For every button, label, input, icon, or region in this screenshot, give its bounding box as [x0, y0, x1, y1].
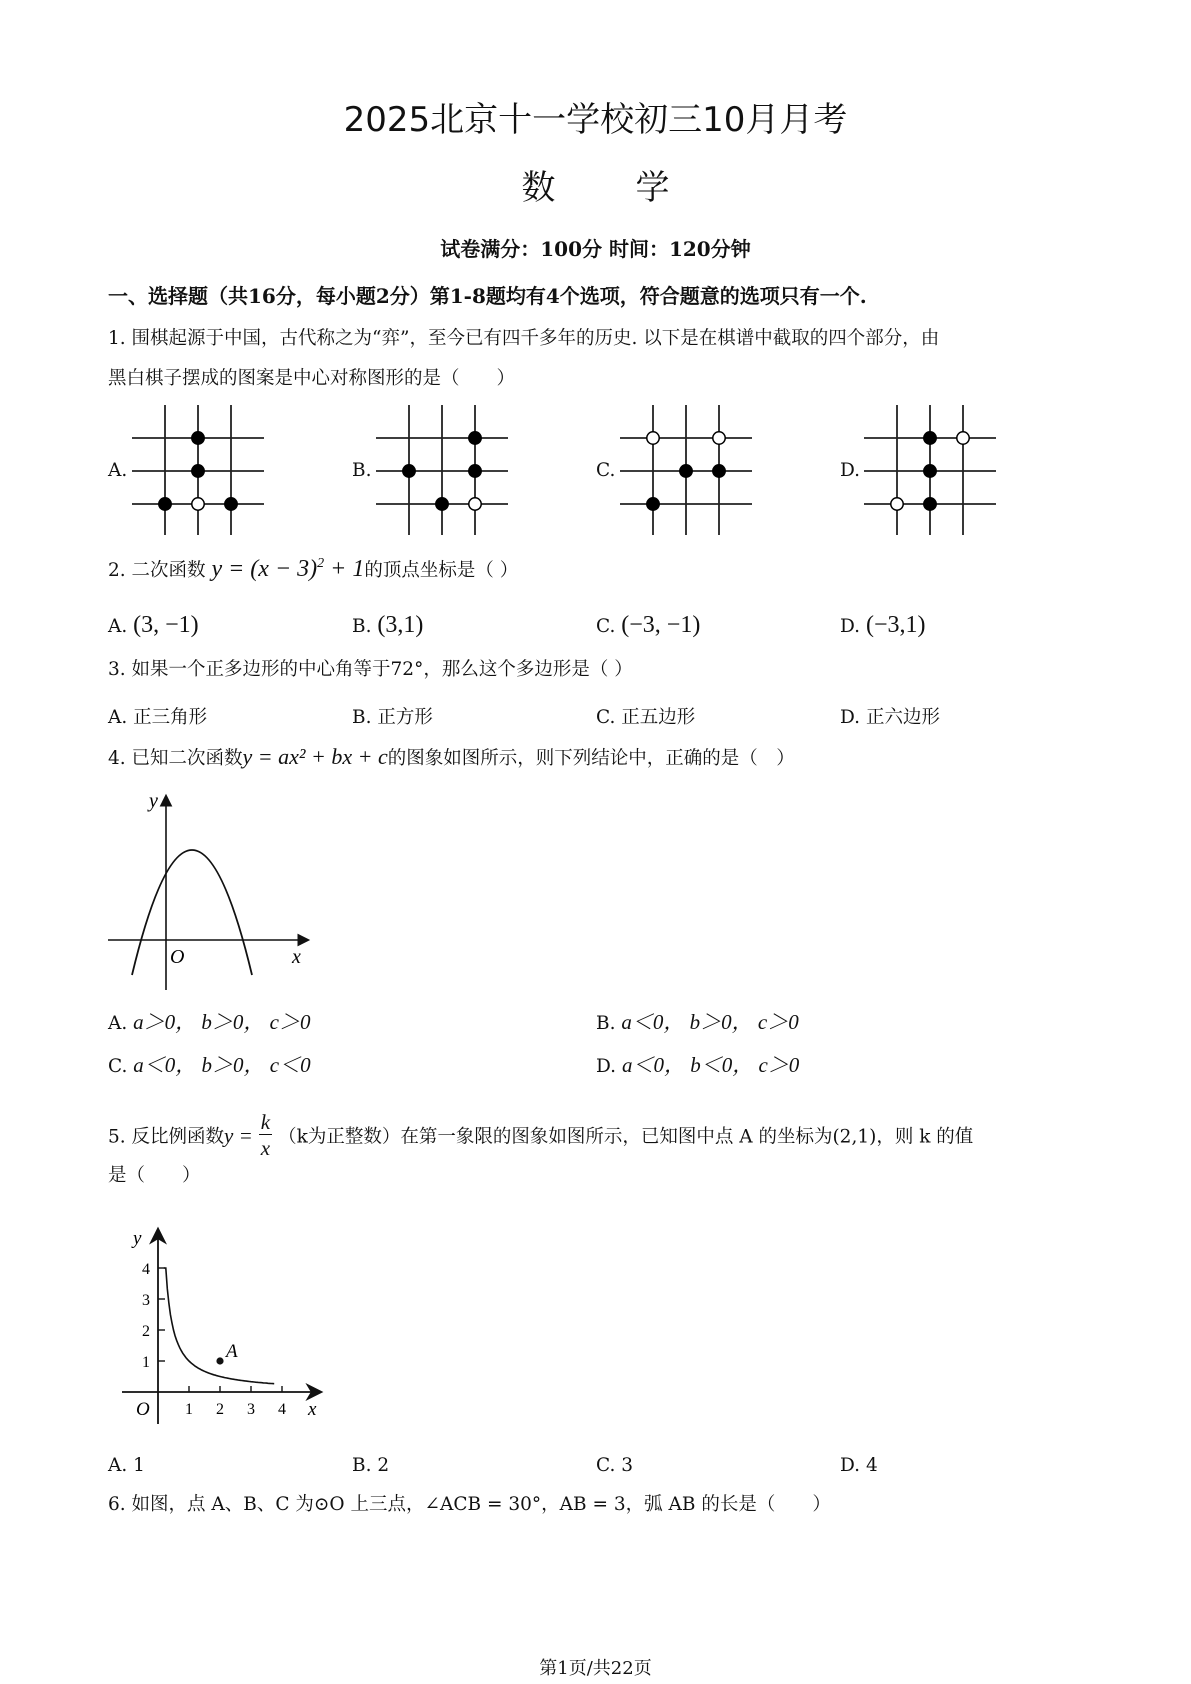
exam-title: 2025北京十一学校初三10月月考	[343, 100, 848, 140]
black-stone	[192, 465, 204, 477]
option-value: (3,1)	[377, 612, 424, 638]
option-label: B.	[352, 460, 372, 481]
q6-text: 6. 如图，点 A、B、C 为⊙O 上三点，∠ACB = 30°，AB = 3，弧 AB 的长是（ ）	[108, 1494, 831, 1515]
q5-prefix: 5. 反比例函数	[108, 1126, 225, 1148]
option-value: a＜0， b＞0， c＞0	[621, 1010, 799, 1034]
y-tick-label: 4	[142, 1261, 150, 1278]
y-tick-label: 3	[142, 1292, 150, 1309]
q1-text-line1: 1. 围棋起源于中国，古代称之为“弈”，至今已有四千多年的历史. 以下是在棋谱中截取的四个部分，由	[108, 328, 940, 349]
q4-option-d[interactable]	[596, 1049, 799, 1079]
q5-option-b[interactable]	[352, 1455, 389, 1476]
y-tick-label: 1	[142, 1354, 150, 1371]
q2-suffix: 的顶点坐标是（ ）	[364, 560, 519, 581]
q4-option-a[interactable]	[108, 1006, 310, 1036]
option-label: D.	[596, 1056, 617, 1077]
q5-option-d[interactable]	[840, 1455, 878, 1476]
option-label: A.	[108, 1013, 128, 1034]
option-label: A.	[108, 616, 128, 637]
x-axis-label: x	[308, 1399, 317, 1420]
option-label: D.	[840, 707, 861, 728]
q5-option-a[interactable]	[108, 1455, 145, 1476]
fraction-numerator: k	[260, 1110, 271, 1134]
x-tick-label: 4	[278, 1401, 286, 1418]
fraction-denominator: x	[260, 1136, 271, 1160]
q5-option-c[interactable]	[596, 1455, 633, 1476]
q3-option-c[interactable]	[596, 703, 695, 729]
q4-option-c[interactable]	[108, 1049, 311, 1079]
point-a	[216, 1357, 223, 1364]
q4-text	[108, 746, 795, 769]
black-stone	[713, 465, 725, 477]
option-value: 3	[621, 1455, 634, 1476]
y-axis-label: y	[133, 1228, 142, 1249]
black-stone	[403, 465, 415, 477]
q5-text-line2: 是（ ）	[108, 1165, 201, 1186]
black-stone	[924, 432, 936, 444]
option-label: D.	[840, 460, 861, 481]
white-stone	[469, 498, 481, 510]
option-label: C.	[596, 1455, 616, 1476]
q2-formula-body: (x − 3)	[250, 556, 318, 582]
q5-text	[108, 1112, 973, 1163]
option-label: B.	[596, 1013, 616, 1034]
q3-option-d[interactable]	[840, 703, 940, 729]
hyperbola-curve	[164, 1268, 274, 1384]
q2-formula	[211, 556, 364, 582]
q5-fraction	[259, 1110, 272, 1161]
white-stone	[891, 498, 903, 510]
option-label: A.	[108, 460, 128, 481]
option-label: B.	[352, 616, 372, 637]
black-stone	[924, 465, 936, 477]
option-value: 正六边形	[865, 707, 940, 728]
q2-option-b[interactable]	[352, 612, 423, 639]
go-board	[620, 405, 760, 535]
section-heading: 一、选择题（共16分，每小题2分）第1-8题均有4个选项，符合题意的选项只有一个.	[108, 284, 867, 308]
go-board	[376, 405, 516, 535]
option-value: a＜0， b＞0， c＜0	[133, 1053, 311, 1077]
q4-parabola-figure	[100, 785, 320, 995]
q2-formula-tail: + 1	[324, 556, 365, 582]
black-stone	[436, 498, 448, 510]
q4-formula: y = ax² + bx + c	[242, 744, 388, 769]
q5-formula-lhs: y =	[224, 1123, 253, 1148]
option-label: A.	[108, 1455, 128, 1476]
x-tick-label: 2	[216, 1401, 224, 1418]
option-label: C.	[596, 460, 616, 481]
black-stone	[680, 465, 692, 477]
q2-formula-lhs: y =	[211, 556, 251, 582]
q4-prefix: 4. 已知二次函数	[108, 748, 243, 769]
x-axis-label: x	[292, 946, 301, 968]
point-a-label: A	[226, 1341, 238, 1362]
q2-option-c[interactable]	[596, 612, 700, 639]
black-stone	[647, 498, 659, 510]
option-value: (3, −1)	[133, 612, 199, 638]
q5-hyperbola-figure	[108, 1222, 333, 1427]
option-label: D.	[840, 616, 861, 637]
option-label: B.	[352, 1455, 372, 1476]
q3-text: 3. 如果一个正多边形的中心角等于72°，那么这个多边形是（ ）	[108, 659, 633, 680]
y-axis-label: y	[149, 790, 158, 812]
page-number: 第1页/共22页	[539, 1658, 652, 1679]
option-label: A.	[108, 707, 128, 728]
white-stone	[192, 498, 204, 510]
option-value: a＜0， b＜0， c＞0	[621, 1053, 800, 1077]
option-value: a＞0， b＞0， c＞0	[133, 1010, 311, 1034]
subject-char: 学	[635, 168, 670, 208]
q2-option-d[interactable]	[840, 612, 925, 639]
option-label: D.	[840, 1455, 861, 1476]
white-stone	[713, 432, 725, 444]
x-tick-label: 3	[247, 1401, 255, 1418]
go-board	[132, 405, 272, 535]
option-value: (−3,1)	[865, 612, 926, 638]
black-stone	[924, 498, 936, 510]
option-value: 正方形	[377, 707, 433, 728]
subject-char: 数	[521, 168, 556, 208]
black-stone	[469, 465, 481, 477]
q5-suffix: （k为正整数）在第一象限的图象如图所示，已知图中点 A 的坐标为(2,1)，则 k 的值	[278, 1126, 974, 1148]
option-value: (−3, −1)	[621, 612, 701, 638]
option-value: 正三角形	[133, 707, 208, 728]
black-stone	[192, 432, 204, 444]
q3-option-a[interactable]	[108, 703, 207, 729]
black-stone	[225, 498, 237, 510]
option-value: 4	[865, 1455, 878, 1476]
black-stone	[159, 498, 171, 510]
option-label: C.	[596, 707, 616, 728]
white-stone	[647, 432, 659, 444]
q2-option-a[interactable]	[108, 612, 199, 639]
exam-meta: 试卷满分：100分 时间：120分钟	[440, 237, 751, 261]
option-value: 1	[133, 1455, 145, 1476]
subject-title	[0, 160, 1191, 209]
white-stone	[957, 432, 969, 444]
option-label: C.	[596, 616, 616, 637]
y-tick-label: 2	[142, 1323, 150, 1340]
option-label: B.	[352, 707, 372, 728]
origin-label: O	[170, 946, 185, 968]
origin-label: O	[136, 1399, 150, 1420]
q4-suffix: 的图象如图所示，则下列结论中，正确的是（ ）	[387, 748, 795, 769]
q2-prefix: 2. 二次函数	[108, 560, 206, 581]
q3-option-b[interactable]	[352, 703, 433, 729]
q2-formula-exp: 2	[317, 556, 325, 571]
go-board	[864, 405, 1004, 535]
q1-text-line2: 黑白棋子摆成的图案是中心对称图形的是（ ）	[108, 368, 516, 389]
option-value: 正五边形	[621, 707, 696, 728]
q4-option-b[interactable]	[596, 1006, 799, 1036]
q2-text	[108, 557, 518, 581]
option-label: C.	[108, 1056, 128, 1077]
black-stone	[469, 432, 481, 444]
x-tick-label: 1	[185, 1401, 193, 1418]
parabola-curve	[132, 850, 252, 975]
option-value: 2	[377, 1455, 390, 1476]
